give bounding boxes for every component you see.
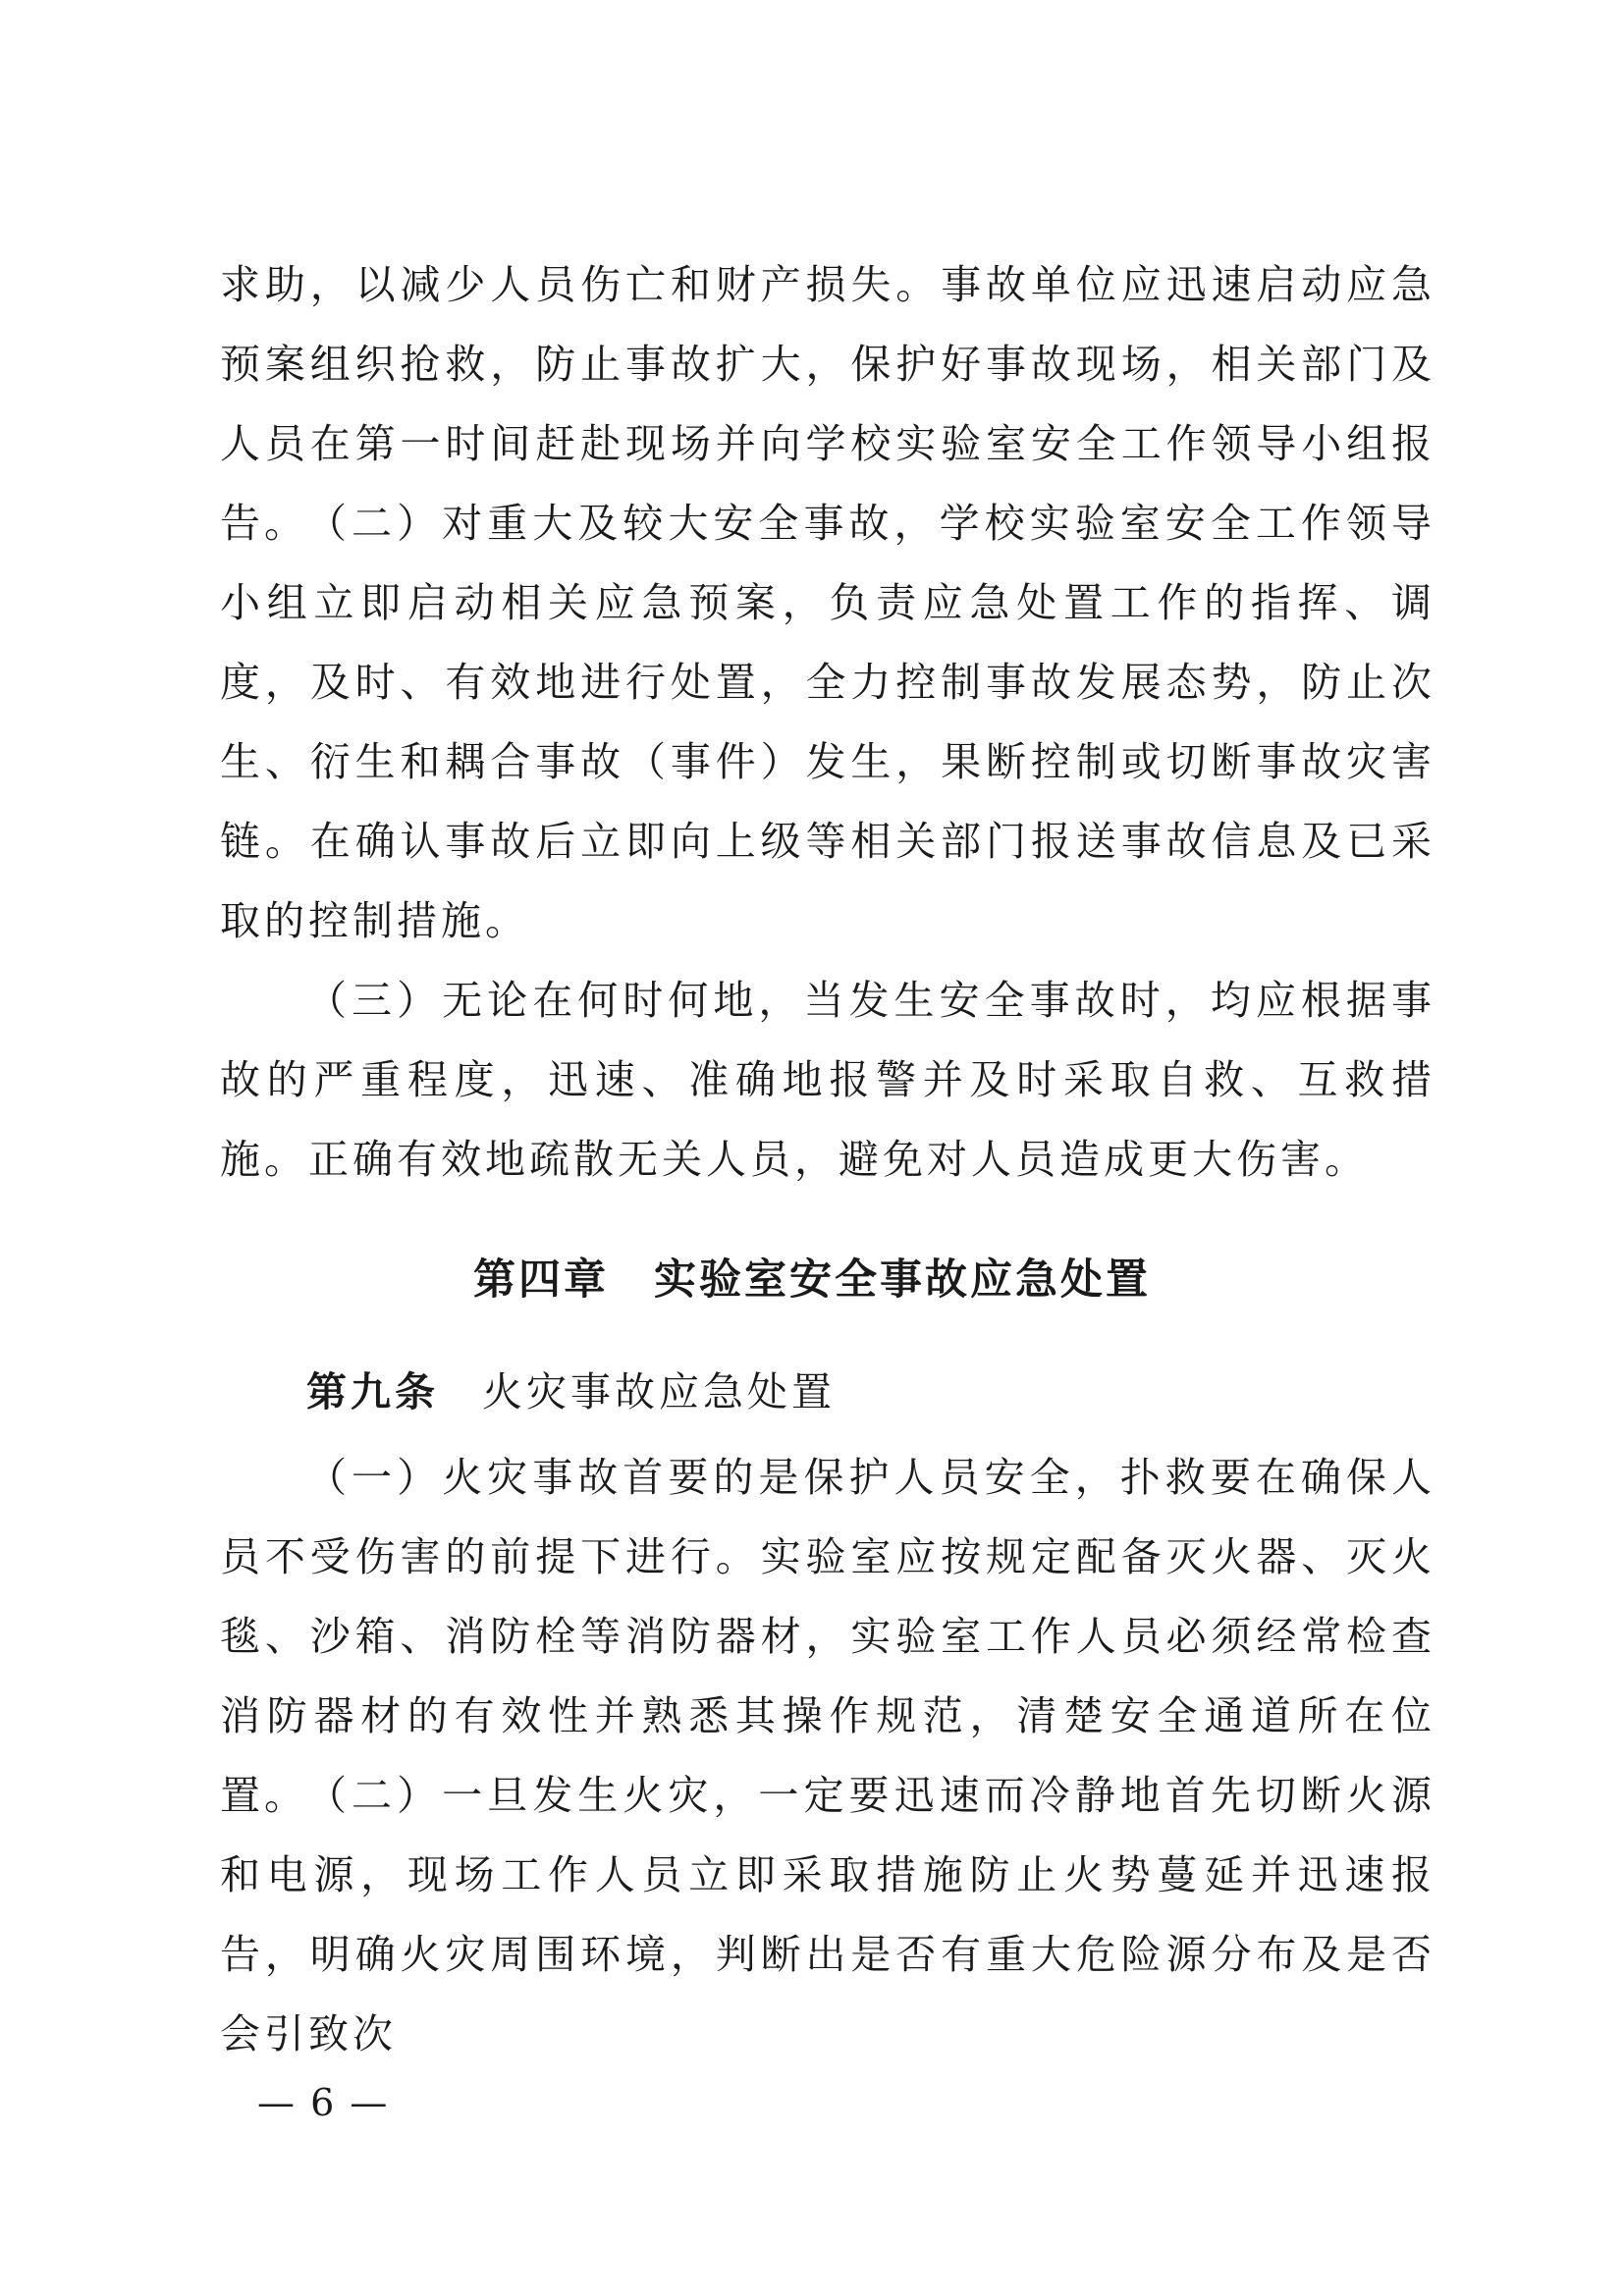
chapter-title: 第四章 实验室安全事故应急处置 [473, 1255, 1151, 1305]
paragraph-item-3: （三）无论在何时何地，当发生安全事故时，均应根据事故的严重程度，迅速、准确地报警并及时采取自救、互救措施。正确有效地疏散无关人员，避免对人员造成更大伤害。 [220, 977, 1435, 1183]
article-heading [306, 1360, 836, 1417]
paragraph-item-2: （二）对重大及较大安全事故，学校实验室安全工作领导小组立即启动相关应急预案，负责应急处置工作的指挥、调度，及时、有效地进行处置，全力控制事故发展态势，防止次生、衍生和耦合事故（事件）发生，果断控制或切断事故灾害链。在确认事故后立即向上级等相关部门报送事故信息及已采取的控制措施。 [220, 500, 1435, 944]
paragraph-fire-2: （二）一旦发生火灾，一定要迅速而冷静地首先切断火源和电源，现场工作人员立即采取措施防止火势蔓延并迅速报告，明确火灾周围环境，判断出是否有重大危险源分布及是否会引致次 [220, 1772, 1435, 2057]
article-title: 火灾事故应急处置 [482, 1368, 836, 1415]
paragraph-continuation: 求助，以减少人员伤亡和财产损失。事故单位应迅速启动应急预案组织抢救，防止事故扩大，保护好事故现场，相关部门及人员在第一时间赶赴现场并向学校实验室安全工作领导小组报告。 [220, 261, 1435, 547]
paragraph-fire-1: （一）火灾事故首要的是保护人员安全，扑救要在确保人员不受伤害的前提下进行。实验室应按规定配备灭火器、灭火毯、沙箱、消防栓等消防器材，实验室工作人员必须经常检查消防器材的有效性并熟悉其操作规范，清楚安全通道所在位置。 [220, 1454, 1435, 1819]
page-number: — 6 — [257, 2081, 390, 2124]
article-label: 第九条 [306, 1368, 439, 1415]
